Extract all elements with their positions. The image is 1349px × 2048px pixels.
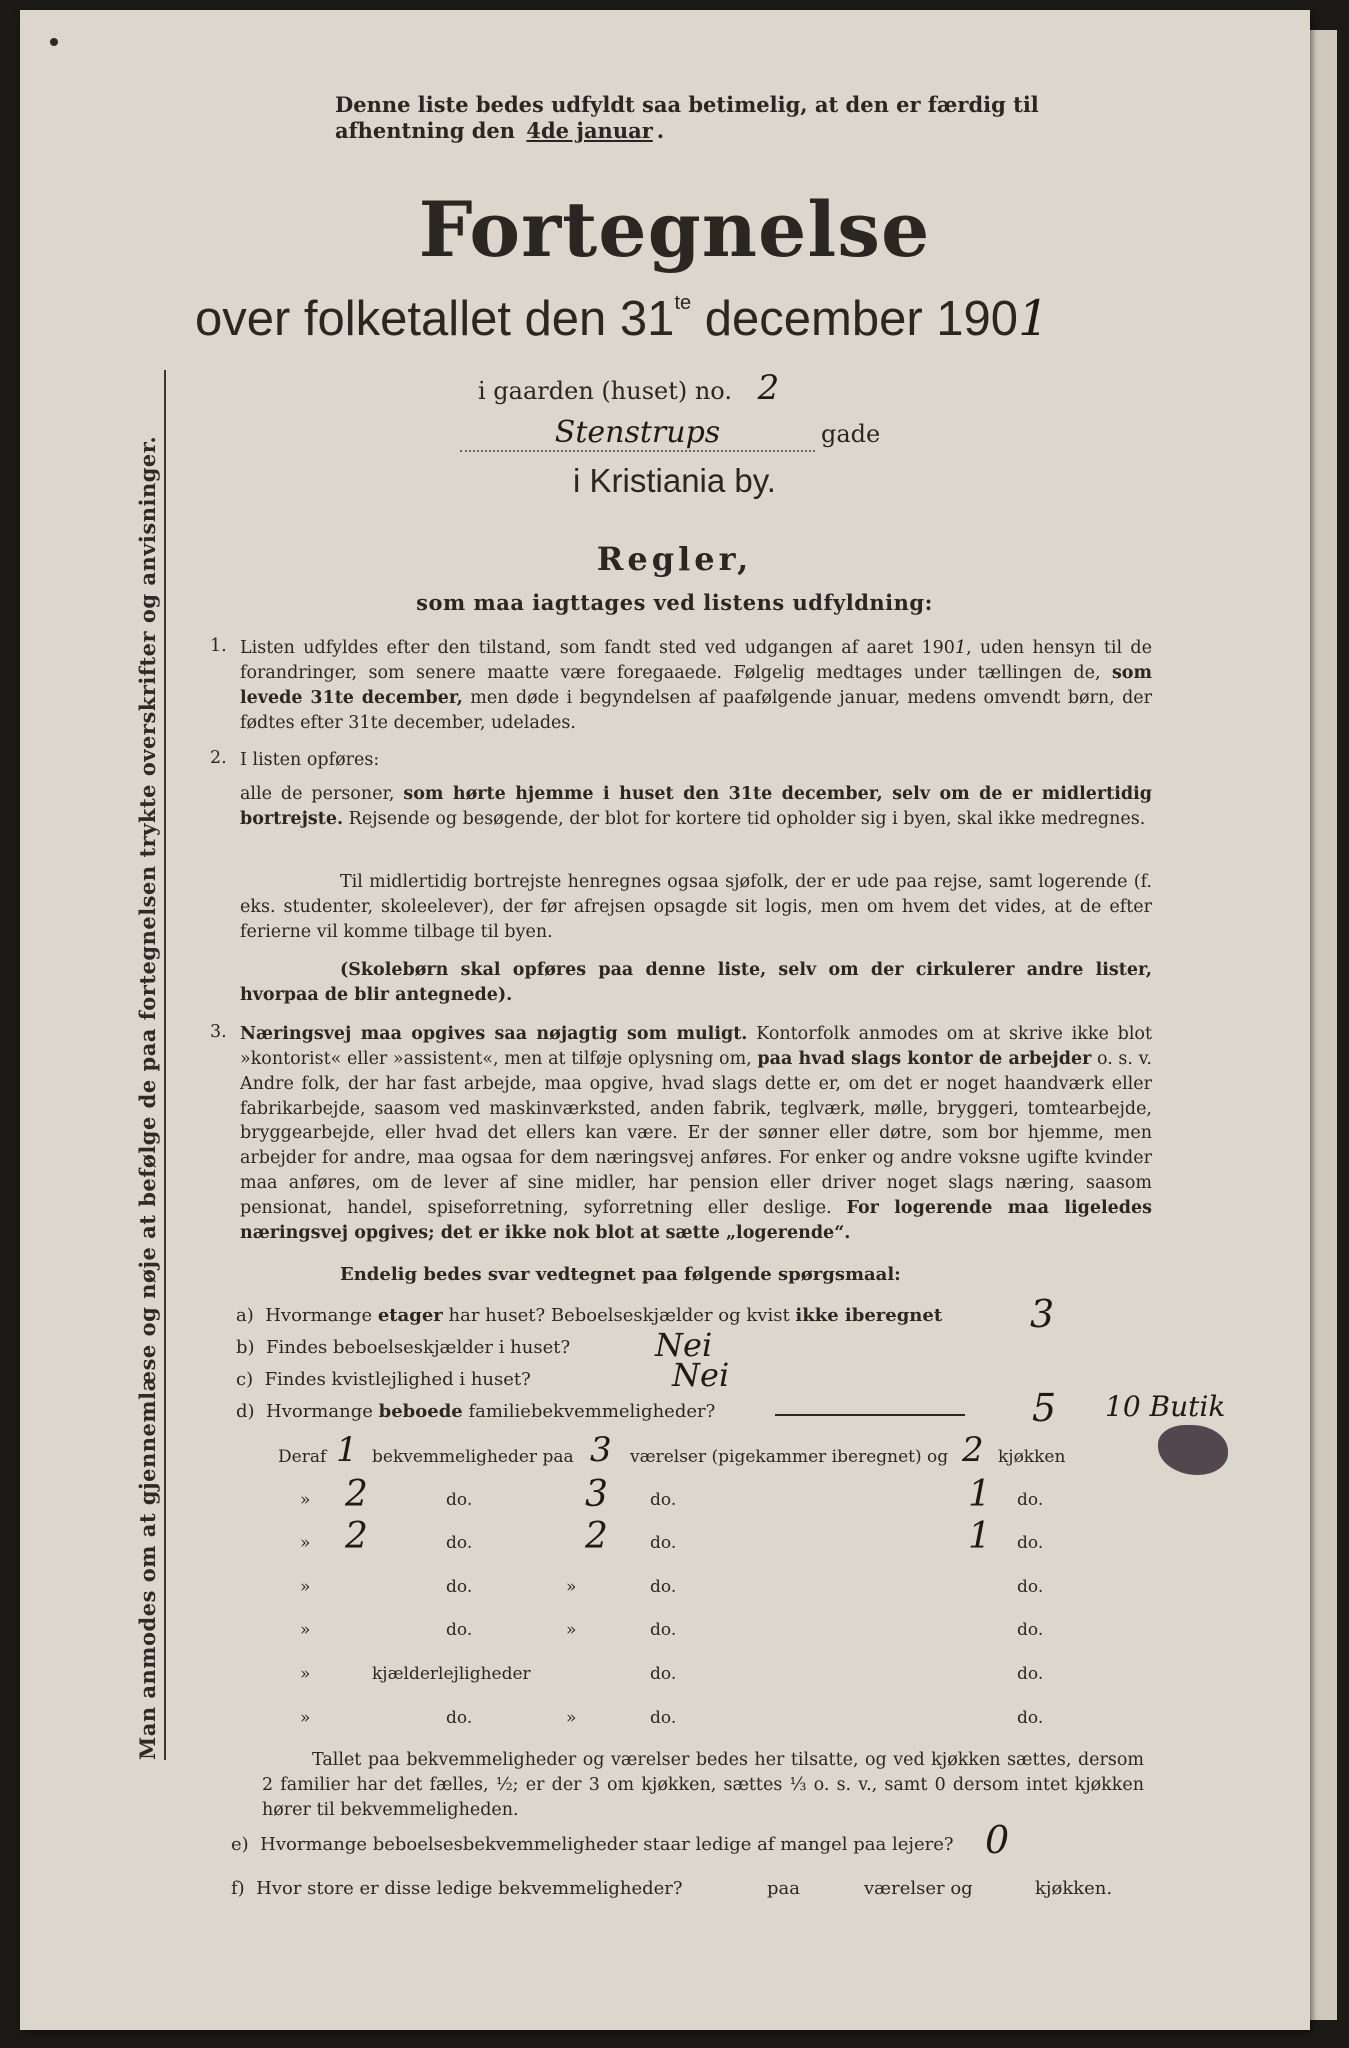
rule-2-paragraph-3: (Skolebørn skal opføres paa denne liste, selv om der cirkulerer andre lister, hvorpaa de blir antegnede).: [240, 960, 1152, 1005]
rule-number: 1.: [210, 636, 227, 656]
answer-c: Nei: [672, 1356, 730, 1394]
grid-kjok-count: 1: [968, 1474, 991, 1515]
side-rule: [164, 370, 166, 1760]
rule-number: 3.: [210, 1022, 227, 1042]
grid-bekv-label: bekvemmeligheder paa: [372, 1447, 574, 1467]
rule-3: Næringsvej maa opgives saa nøjagtig som muligt. Kontorfolk anmodes om at skrive ikke blot »kontorist« eller »assistent«, men at tilføje oplysning om, paa hvad slags kontor de arbejder o. s. v. Andre folk, der har fast arbejde, maa opgive, hvad slags dette er, om det er noget haandværk eller fabrikarbejde, saasom ved maskinværksted, anden fabrik, teglværk, mølle, bryggeri, tomtearbejde, bryggearbejde, eller hvad det ellers kan være. Er der sønner eller døtre, som bor hjemme, men arbejder for andre, maa ogsaa for dem næringsvej anføres. For enker og andre voksne ugifte kvinder maa anføres, om de lever af sine midler, har pension eller driver noget slags næring, saasom pensionat, handel, spiseforretning, syforretning eller deslige. For logerende maa ligeledes næringsvej opgives; det er ikke nok blot at sætte „logerende“.: [240, 1024, 1152, 1243]
question-e: e) Hvormange beboelsesbekvemmeligheder staar ledige af mangel paa lejere?: [231, 1834, 954, 1855]
answer-d: 5: [1032, 1386, 1057, 1430]
punch-hole: [50, 38, 58, 46]
handwritten-year: 1: [1018, 290, 1050, 347]
grid-kjaelder-label: kjælderlejligheder: [372, 1664, 531, 1684]
header-note: Denne liste bedes udfyldt saa betimelig, at den er færdig til afhentning den 4de januar .: [335, 92, 1039, 144]
question-b: b) Findes beboelseskjælder i huset?: [236, 1337, 571, 1358]
grid-vaer-count: 2: [585, 1516, 608, 1557]
answer-d-note: 10 Butik: [1105, 1390, 1226, 1423]
grid-bekv-count: 2: [345, 1474, 368, 1515]
grid-vaer-label: værelser (pigekammer iberegnet) og: [630, 1447, 949, 1467]
question-f: f) Hvor store er disse ledige bekvemmeligheder?: [231, 1878, 683, 1899]
handwritten-house-number: 2: [757, 368, 780, 408]
grid-vaer-count: 3: [585, 1474, 608, 1515]
question-d: d) Hvormange beboede familiebekvemmeligheder?: [236, 1401, 716, 1422]
grid-deraf-label: Deraf: [278, 1447, 327, 1467]
answer-a: 3: [1030, 1292, 1055, 1336]
footer-note: Tallet paa bekvemmeligheder og værelser bedes her tilsatte, og ved kjøkken sættes, dersom 2 familier har det fælles, ½; er der 3 om kjøkken, sættes ⅓ o. s. v., samt 0 dersom intet kjøkken hører til bekvemmeligheden.: [262, 1750, 1144, 1820]
question-c: c) Findes kvistlejlighed i huset?: [236, 1369, 531, 1390]
question-a: a) Hvormange etager har huset? Beboelseskjælder og kvist ikke iberegnet: [236, 1305, 943, 1326]
grid-kjok-label: kjøkken: [998, 1447, 1066, 1467]
side-instruction: Man anmodes om at gjennemlæse og nøje at befølge de paa fortegnelsen trykte overskrifter og anvisninger.: [135, 435, 160, 1760]
questions-intro: Endelig bedes svar vedtegnet paa følgende spørgsmaal:: [340, 1264, 901, 1285]
rule-number: 2.: [210, 748, 227, 768]
page-title: Fortegnelse: [418, 185, 931, 274]
page-subtitle: over folketallet den $31^{te}$ december 1901: [195, 290, 1050, 347]
rule-2-paragraph-2: Til midlertidig bortrejste henregnes ogsaa sjøfolk, der er ude paa rejse, samt logerende (f. eks. studenter, skoleelever), der før afrejsen opsagde sit logis, men om hvem det vides, at de efter ferierne vil komme tilbage til byen.: [240, 872, 1152, 942]
grid-bekv-count: 1: [336, 1430, 358, 1470]
answer-line: [775, 1414, 965, 1416]
rules-heading: Regler,: [596, 540, 753, 578]
house-number-line: i gaarden (huset) no. 2: [478, 368, 780, 408]
grid-bekv-count: 2: [345, 1516, 368, 1557]
grid-kjok-count: 2: [962, 1430, 984, 1470]
pickup-date: 4de januar: [526, 118, 653, 144]
answer-e: 0: [985, 1818, 1010, 1862]
handwritten-street-name: Stenstrups: [460, 415, 815, 452]
city-line: i Kristiania by.: [573, 462, 776, 499]
answer-b: Nei: [655, 1326, 713, 1364]
rule-1: Listen udfyldes efter den tilstand, som fandt sted ved udgangen af aaret 1901, uden hensyn til de forandringer, som senere maatte være foregaaede. Følgelig medtages under tællingen de, som levede 31te december, men døde i begyndelsen af paafølgende januar, medens omvendt børn, der fødtes efter 31te december, udelades.: [240, 638, 1153, 733]
street-line: Stenstrups gade: [460, 415, 880, 452]
rules-subheading: som maa iagttages ved listens udfyldning:: [416, 590, 933, 615]
rule-2: alle de personer, som hørte hjemme i huset den 31te december, selv om de er midlertidig bortrejste. Rejsende og besøgende, der blot for kortere tid opholder sig i byen, skal ikke medregnes.: [240, 784, 1152, 829]
rule-2-intro: I listen opføres:: [240, 750, 380, 770]
grid-vaer-count: 3: [590, 1430, 612, 1470]
grid-kjok-count: 1: [968, 1516, 991, 1557]
